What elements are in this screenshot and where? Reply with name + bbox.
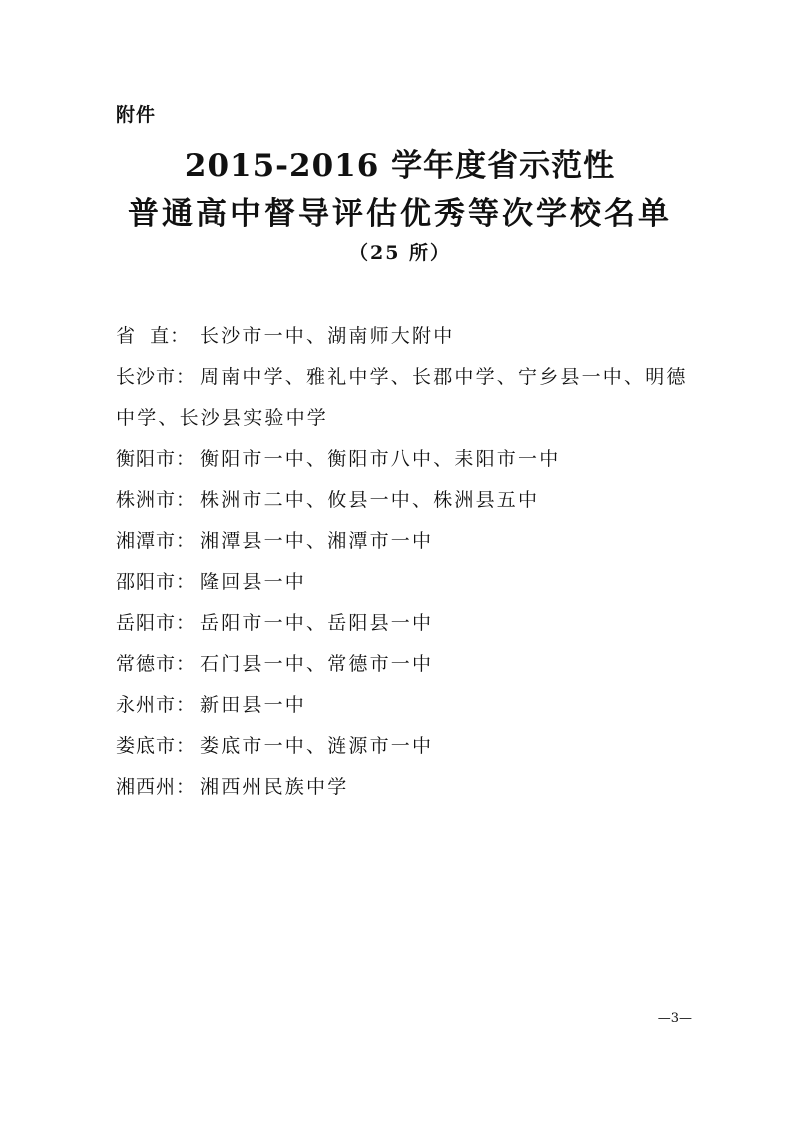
school-names: 隆回县一中 <box>200 571 307 593</box>
title-line-1: 2015-2016 学年度省示范性 <box>184 148 616 184</box>
region-label: 娄底市： <box>116 735 197 757</box>
region-label: 长沙市： <box>116 366 197 388</box>
region-label: 株洲市： <box>116 489 197 511</box>
region-label: 衡阳市： <box>116 448 197 470</box>
school-names: 衡阳市一中、衡阳市八中、耒阳市一中 <box>200 448 561 470</box>
school-count: （25 所） <box>348 242 452 264</box>
school-names: 长沙市一中、湖南师大附中 <box>200 325 455 347</box>
list-item <box>116 685 706 726</box>
list-item <box>116 562 706 603</box>
list-item <box>116 767 706 808</box>
region-label: 湘西州： <box>116 776 197 798</box>
region-label: 湘潭市： <box>116 530 197 552</box>
title-line-2: 普通高中督导评估优秀等次学校名单 <box>128 196 672 232</box>
school-names: 湘潭县一中、湘潭市一中 <box>200 530 434 552</box>
school-names: 株洲市二中、攸县一中、株洲县五中 <box>200 489 540 511</box>
list-item <box>116 644 706 685</box>
region-label: 省 直： <box>116 325 191 347</box>
list-item <box>116 480 706 521</box>
list-item <box>116 439 706 480</box>
list-item <box>116 726 706 767</box>
school-names: 周南中学、雅礼中学、长郡中学、宁乡县一中、明德中学、长沙县实验中学 <box>116 366 688 429</box>
school-names: 岳阳市一中、岳阳县一中 <box>200 612 434 634</box>
school-names: 新田县一中 <box>200 694 307 716</box>
region-label: 常德市： <box>116 653 197 675</box>
page-number: —3— <box>657 1011 692 1026</box>
list-item <box>116 357 706 439</box>
school-names: 娄底市一中、涟源市一中 <box>200 735 434 757</box>
attachment-label: 附件 <box>116 104 157 126</box>
list-item <box>116 603 706 644</box>
school-names: 湘西州民族中学 <box>200 776 349 798</box>
school-names: 石门县一中、常德市一中 <box>200 653 434 675</box>
region-label: 邵阳市： <box>116 571 197 593</box>
region-label: 岳阳市： <box>116 612 197 634</box>
school-list <box>116 316 706 808</box>
list-item <box>116 316 706 357</box>
region-label: 永州市： <box>116 694 197 716</box>
list-item <box>116 521 706 562</box>
